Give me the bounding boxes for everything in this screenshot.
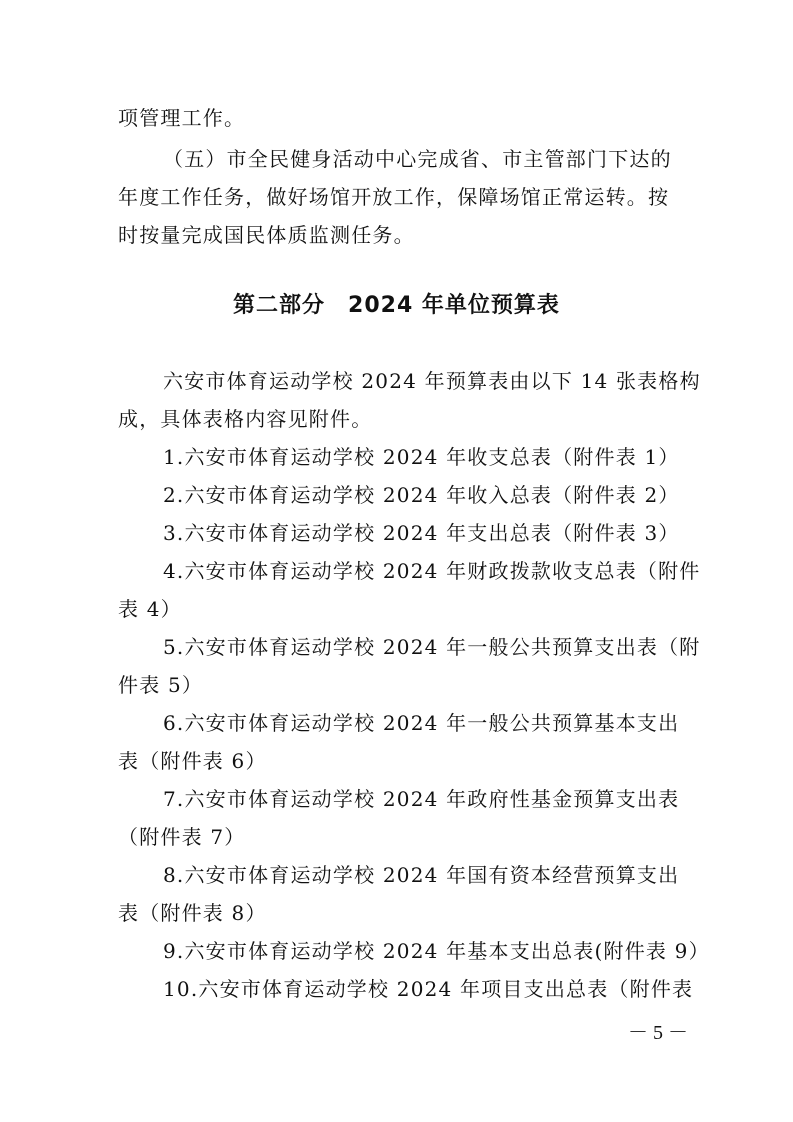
- list-item: 10.六安市体育运动学校 2024 年项目支出总表（附件表: [163, 977, 694, 1001]
- list-item-continuation: 表 4）: [118, 597, 182, 621]
- paragraph-line: 年度工作任务，做好场馆开放工作，保障场馆正常运转。按: [118, 185, 670, 209]
- paragraph-line: 六安市体育运动学校 2024 年预算表由以下 14 张表格构: [163, 369, 701, 393]
- paragraph-line: 成，具体表格内容见附件。: [118, 407, 373, 431]
- page-number: － 5 －: [628, 1022, 688, 1044]
- list-item-continuation: （附件表 7）: [118, 825, 246, 849]
- list-item: 7.六安市体育运动学校 2024 年政府性基金预算支出表: [163, 787, 680, 811]
- list-item: 6.六安市体育运动学校 2024 年一般公共预算基本支出: [163, 711, 680, 735]
- list-item: 8.六安市体育运动学校 2024 年国有资本经营预算支出: [163, 863, 680, 887]
- list-item: 9.六安市体育运动学校 2024 年基本支出总表(附件表 9）: [163, 939, 710, 963]
- list-item-continuation: 表（附件表 8）: [118, 901, 267, 925]
- section-heading: 第二部分 2024 年单位预算表: [233, 293, 560, 318]
- paragraph-line: （五）市全民健身活动中心完成省、市主管部门下达的: [163, 147, 672, 171]
- list-item: 3.六安市体育运动学校 2024 年支出总表（附件表 3）: [163, 521, 680, 545]
- paragraph-line: 项管理工作。: [118, 106, 246, 130]
- list-item: 1.六安市体育运动学校 2024 年收支总表（附件表 1）: [163, 445, 680, 469]
- list-item-continuation: 件表 5）: [118, 673, 204, 697]
- list-item: 4.六安市体育运动学校 2024 年财政拨款收支总表（附件: [163, 559, 701, 583]
- paragraph-line: 时按量完成国民体质监测任务。: [118, 223, 415, 247]
- list-item: 5.六安市体育运动学校 2024 年一般公共预算支出表（附: [163, 635, 701, 659]
- list-item-continuation: 表（附件表 6）: [118, 749, 267, 773]
- list-item: 2.六安市体育运动学校 2024 年收入总表（附件表 2）: [163, 483, 680, 507]
